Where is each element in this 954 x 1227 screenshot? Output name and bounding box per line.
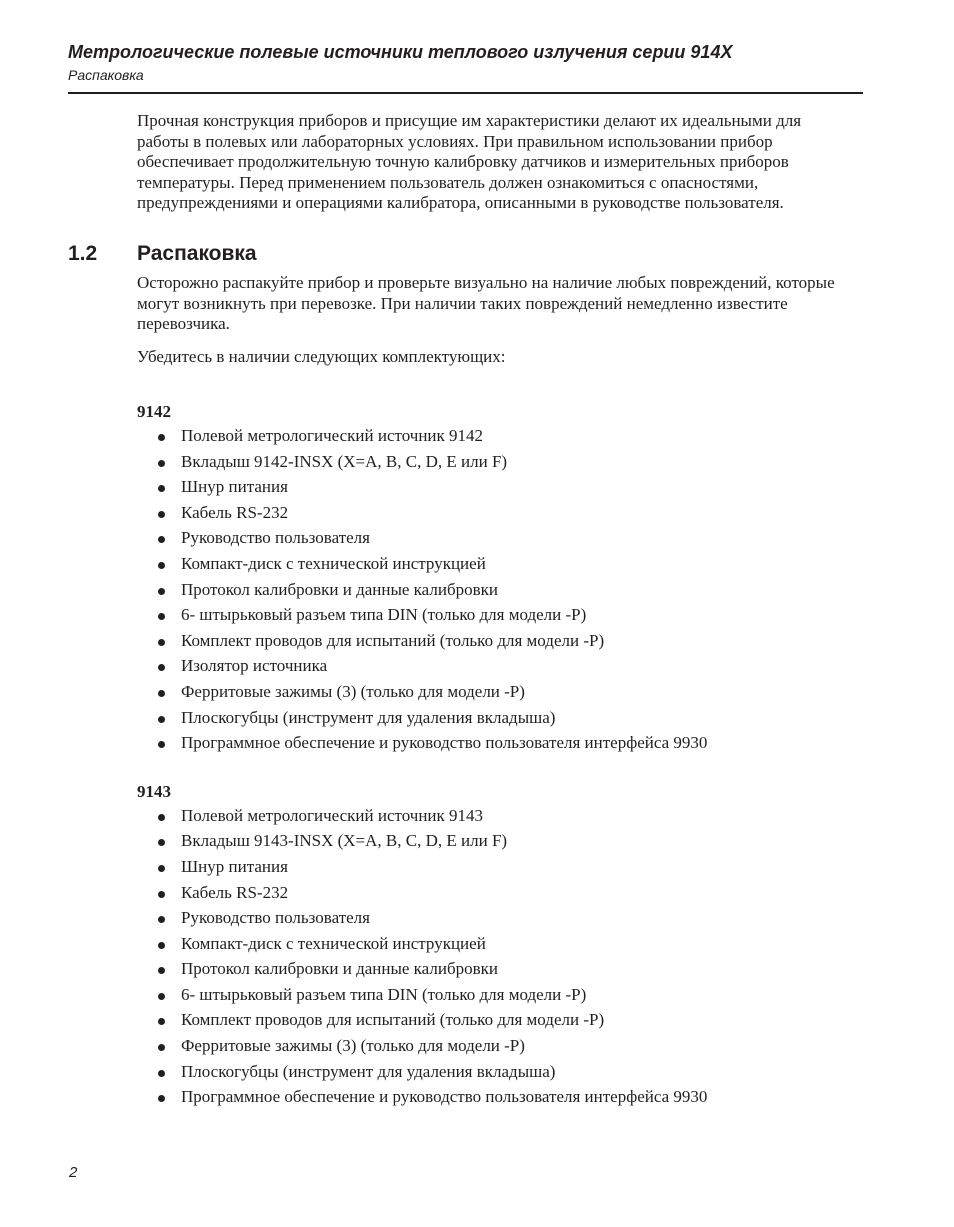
model-block-1 [137, 782, 848, 1112]
list-item-text: Плоскогубцы (инструмент для удаления вкладыша) [181, 1061, 556, 1081]
bullet-icon [158, 916, 165, 923]
list-item [137, 732, 848, 758]
list-item-text: Кабель RS-232 [181, 882, 289, 902]
bullet-icon [158, 716, 165, 723]
list-item [137, 805, 848, 831]
list-item-text: Руководство пользователя [181, 528, 370, 548]
list-item [137, 630, 848, 656]
bullet-icon [158, 1044, 165, 1051]
list-item-text: Изолятор источника [181, 656, 328, 676]
bullet-icon [158, 1070, 165, 1077]
list-item-text: Вкладыш 9142-INSX (X=A, B, C, D, E или F) [181, 451, 508, 471]
bullet-icon [158, 993, 165, 1000]
list-item [137, 856, 848, 882]
list-item [137, 707, 848, 733]
intro-paragraph: Прочная конструкция приборов и присущие им характеристики делают их идеальными для работы в полевых или лабораторных условиях. При правильном использовании прибор обеспечивает продолжительную точную калибровку датчиков и измерительных приборов температуры. Перед применением пользователь должен ознакомиться с опасностями, предупреждениями и операциями калибратора, описанными в руководстве пользователя. [137, 111, 802, 212]
list-item-text: 6- штырьковый разъем типа DIN (только для модели -P) [181, 605, 587, 625]
list-item [137, 527, 848, 553]
list-item-text: Ферритовые зажимы (3) (только для модели -P) [181, 681, 525, 701]
list-item-text: Компакт-диск с технической инструкцией [181, 553, 486, 573]
list-item [137, 1086, 848, 1112]
bullet-icon [158, 814, 165, 821]
list-item [137, 882, 848, 908]
bullet-icon [158, 588, 165, 595]
section-title: Распаковка [137, 242, 257, 265]
bullet-icon [158, 967, 165, 974]
page-header [68, 40, 863, 94]
list-item-text: Шнур питания [181, 477, 288, 497]
bullet-icon [158, 613, 165, 620]
list-item-text: Программное обеспечение и руководство пользователя интерфейса 9930 [181, 1087, 708, 1107]
list-item [137, 1009, 848, 1035]
list-item [137, 655, 848, 681]
list-item-text: Полевой метрологический источник 9142 [181, 426, 484, 445]
list-item [137, 451, 848, 477]
list-item-text: Плоскогубцы (инструмент для удаления вкладыша) [181, 707, 556, 727]
model-block-0 [137, 402, 848, 758]
bullet-icon [158, 865, 165, 872]
list-item-text: Вкладыш 9143-INSX (X=A, B, C, D, E или F) [181, 831, 508, 851]
bullet-icon [158, 562, 165, 569]
list-item-text: Кабель RS-232 [181, 502, 289, 522]
bullet-icon [158, 460, 165, 467]
list-item [137, 984, 848, 1010]
list-item [137, 681, 848, 707]
list-item [137, 604, 848, 630]
list-item-text: Программное обеспечение и руководство пользователя интерфейса 9930 [181, 733, 708, 753]
list-item-text: Ферритовые зажимы (3) (только для модели -P) [181, 1036, 525, 1056]
bullet-icon [158, 690, 165, 697]
list-item [137, 579, 848, 605]
bullet-icon [158, 511, 165, 518]
section-running-title: Распаковка [68, 67, 144, 83]
unpacking-paragraph: Осторожно распакуйте прибор и проверьте визуально на наличие любых повреждений, которые могут возникнуть при перевозке. При наличии таких повреждений немедленно известите перевозчика. [137, 273, 835, 333]
bullet-icon [158, 536, 165, 543]
bullet-icon [158, 434, 165, 441]
section-heading [68, 241, 848, 267]
bullet-icon [158, 1018, 165, 1025]
list-item [137, 907, 848, 933]
intro-block [137, 111, 847, 214]
model-lists [137, 402, 848, 1112]
list-item-text: Протокол калибровки и данные калибровки [181, 959, 498, 979]
model-label: 9142 [137, 402, 171, 421]
list-item [137, 476, 848, 502]
list-item-text: Комплект проводов для испытаний (только для модели -P) [181, 1010, 605, 1030]
section-body [137, 273, 848, 1112]
list-item-text: Комплект проводов для испытаний (только для модели -P) [181, 630, 605, 650]
list-item-text: Компакт-диск с технической инструкцией [181, 933, 486, 953]
page-number: 2 [69, 1164, 78, 1181]
bullet-icon [158, 891, 165, 898]
list-item [137, 933, 848, 959]
list-item [137, 425, 848, 451]
list-item [137, 553, 848, 579]
list-item-text: Протокол калибровки и данные калибровки [181, 579, 498, 599]
list-item [137, 502, 848, 528]
list-item-text: Шнур питания [181, 856, 288, 876]
components-list [137, 425, 848, 758]
list-item [137, 1061, 848, 1087]
bullet-icon [158, 639, 165, 646]
section-unpacking [68, 241, 848, 1112]
bullet-icon [158, 1095, 165, 1102]
section-number: 1.2 [68, 242, 98, 265]
bullet-icon [158, 942, 165, 949]
list-item [137, 958, 848, 984]
components-list [137, 805, 848, 1112]
document-title: Метрологические полевые источники теплового излучения серии 914X [68, 42, 733, 62]
bullet-icon [158, 741, 165, 748]
bullet-icon [158, 485, 165, 492]
model-label: 9143 [137, 781, 171, 801]
bullet-icon [158, 664, 165, 671]
list-item-text: Полевой метрологический источник 9143 [181, 805, 484, 825]
bullet-icon [158, 839, 165, 846]
checklist-intro: Убедитесь в наличии следующих комплектующих: [137, 346, 506, 366]
list-item [137, 830, 848, 856]
list-item [137, 1035, 848, 1061]
list-item-text: Руководство пользователя [181, 908, 370, 928]
list-item-text: 6- штырьковый разъем типа DIN (только для модели -P) [181, 984, 587, 1004]
